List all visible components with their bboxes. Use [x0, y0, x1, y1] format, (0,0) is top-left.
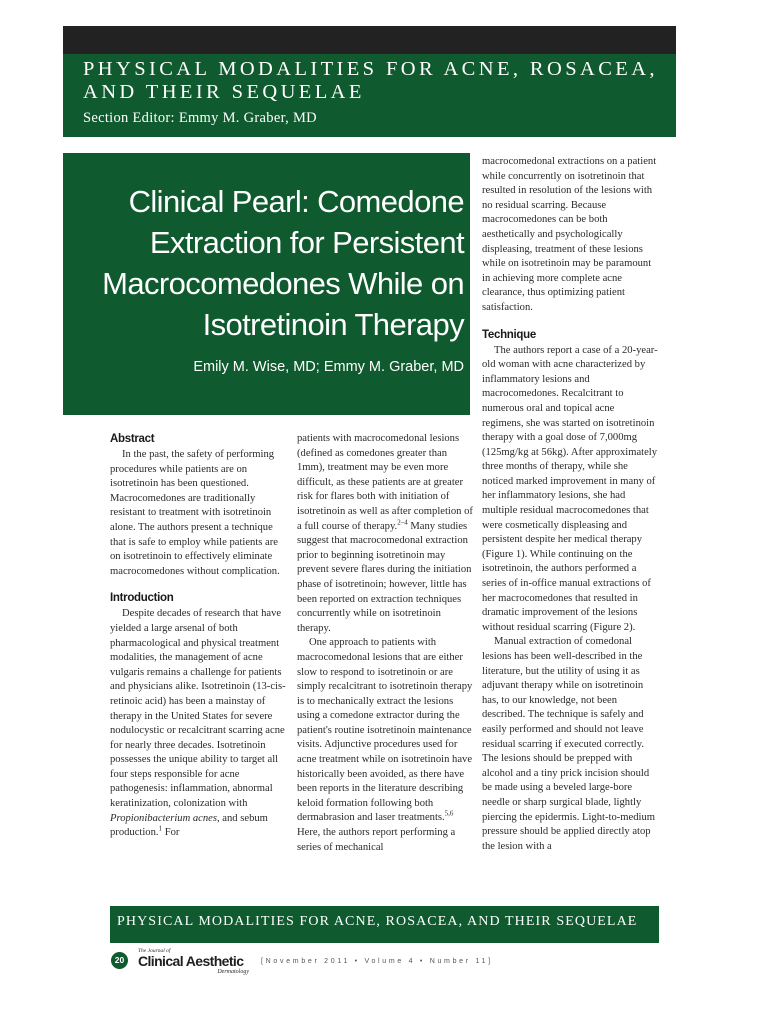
- footer-series-bar: [110, 906, 659, 943]
- article-title-box: [63, 153, 470, 415]
- reference-superscript: 5,6: [444, 809, 454, 818]
- technique-paragraph-1: The authors report a case of a 20-year-old woman with acne characterized by inflammatory lesions and macrocomedones. Recalcitrant to numerous oral and topical acne regimens, she was started on isotretinoin therapy with a goal dose of 7,000mg (125mg/kg at 56kg). After approximately three months of therapy, while she noticed marked improvement in many of her inflammatory lesions, she had multiple residual macrocomedones that were cosmetically displeasing and persistent despite her medical therapy (Figure 1). While continuing on the isotretinoin, the authors performed a series of in-office manual extractions of her macrocomedones that resulted in dramatic improvement of the lesions without residual scarring (Figure 2).: [482, 344, 658, 633]
- journal-logo: [133, 948, 253, 976]
- abstract-heading: Abstract: [110, 433, 155, 445]
- technique-paragraph-2: Manual extraction of comedonal lesions has been well-described in the literature, but the utility of using it as adjuvant therapy while on isotretinoin has, to our knowledge, not been described. The technique is safely and easily performed and should not leave residual scarring if executed correctly. The lesions should be prepped with alcohol and a tiny prick incision should be made using a beveled large-bore needle or sharp surgical blade, lightly piercing the epidermis. Light-to-medium pressure should be applied directly atop the lesion with a: [482, 636, 655, 852]
- reference-superscript: 1: [158, 824, 163, 833]
- text-column-middle: [297, 432, 473, 855]
- introduction-paragraph-2: patients with macrocomedonal lesions (defined as comedones greater than 1mm), treatment may be even more difficult, as these patients are at greater risk for flares both with initiation of isotretinoin as well as after completion of a full course of therapy.$^{2-4}$ Many studies suggest that macrocomedonal extraction prior to beginning isotretinoin may prevent severe flares during the initiation phase of isotretinoin; however, little has been reported on extraction techniques concurrently while on isotretinoin therapy.: [297, 433, 473, 634]
- series-header: [63, 54, 676, 137]
- journal-logo-small: The Journal of: [138, 948, 171, 954]
- series-title: PHYSICAL MODALITIES FOR ACNE, ROSACEA, AND THEIR SEQUELAE: [83, 58, 658, 103]
- article-title: Clinical Pearl: Comedone Extraction for Persistent Macrocomedones While on Isotretinoin Therapy: [102, 184, 464, 342]
- introduction-paragraph-1: Despite decades of research that have yielded a large arsenal of both pharmacological and physical treatment modalities, the management of acne vulgaris remains a challenge for patients and physicians alike. Isotretinoin (13-cis-retinoic acid) has been a mainstay of therapy in the United States for severe nodulocystic or recalcitrant scarring acne for nearly three decades. Isotretinoin possesses the unique ability to target all four steps responsible for acne pathogenesis: inflammation, abnormal keratinization, colonization with Propionibacterium acnes, and sebum production.$^1$ For: [110, 608, 286, 839]
- abstract-text: In the past, the safety of performing procedures while patients are on isotretinoin has been questioned. Macrocomedones are traditionally resistant to treatment with isotretinoin alone. The authors present a technique that is safe to employ while patients are on isotretinoin to effectively eliminate macrocomedones without complication.: [110, 449, 280, 577]
- introduction-paragraph-3: One approach to patients with macrocomedonal lesions that are either slow to respond to isotretinoin or are simply recalcitrant to isotretinoin therapy is to mechanically extract the lesions using a comedone extractor during the patient's routine isotretinoin maintenance visits. Adjunctive procedures used for acne treatment while on isotretinoin have historically been avoided, as there have been reports in the literature describing keloid formation following both dermabrasion and laser treatments.$^{5,6}$ Here, the authors report performing a series of mechanical: [297, 637, 473, 853]
- footer-series-title: PHYSICAL MODALITIES FOR ACNE, ROSACEA, AND THEIR SEQUELAE: [117, 914, 638, 929]
- italic-organism: Propionibacterium acnes: [110, 812, 217, 824]
- section-editor: Section Editor: Emmy M. Graber, MD: [83, 110, 317, 126]
- article-authors: Emily M. Wise, MD; Emmy M. Graber, MD: [193, 359, 464, 375]
- journal-logo-main: Clinical Aesthetic: [138, 953, 244, 969]
- issue-info: [November 2011 • Volume 4 • Number 11]: [261, 958, 493, 965]
- top-black-bar: [63, 26, 676, 54]
- introduction-heading: Introduction: [110, 592, 174, 605]
- reference-superscript: 2–4: [397, 518, 408, 527]
- technique-heading: Technique: [482, 328, 536, 341]
- introduction-paragraph-4: macrocomedonal extractions on a patient while concurrently on isotretinoin that resulted in resolution of the lesions with no residual scarring. Because macrocomedones can be both aesthetically and psychologically displeasing, treatment of these lesions while on isotretinoin may be paramount in achieving more complete acne clearance, thus optimizing patient satisfaction.: [482, 156, 657, 313]
- page-number-badge: 20: [111, 952, 128, 969]
- journal-logo-sub: Dermatology: [217, 969, 249, 975]
- text-column-left: [110, 432, 286, 841]
- text-column-right: [482, 155, 658, 854]
